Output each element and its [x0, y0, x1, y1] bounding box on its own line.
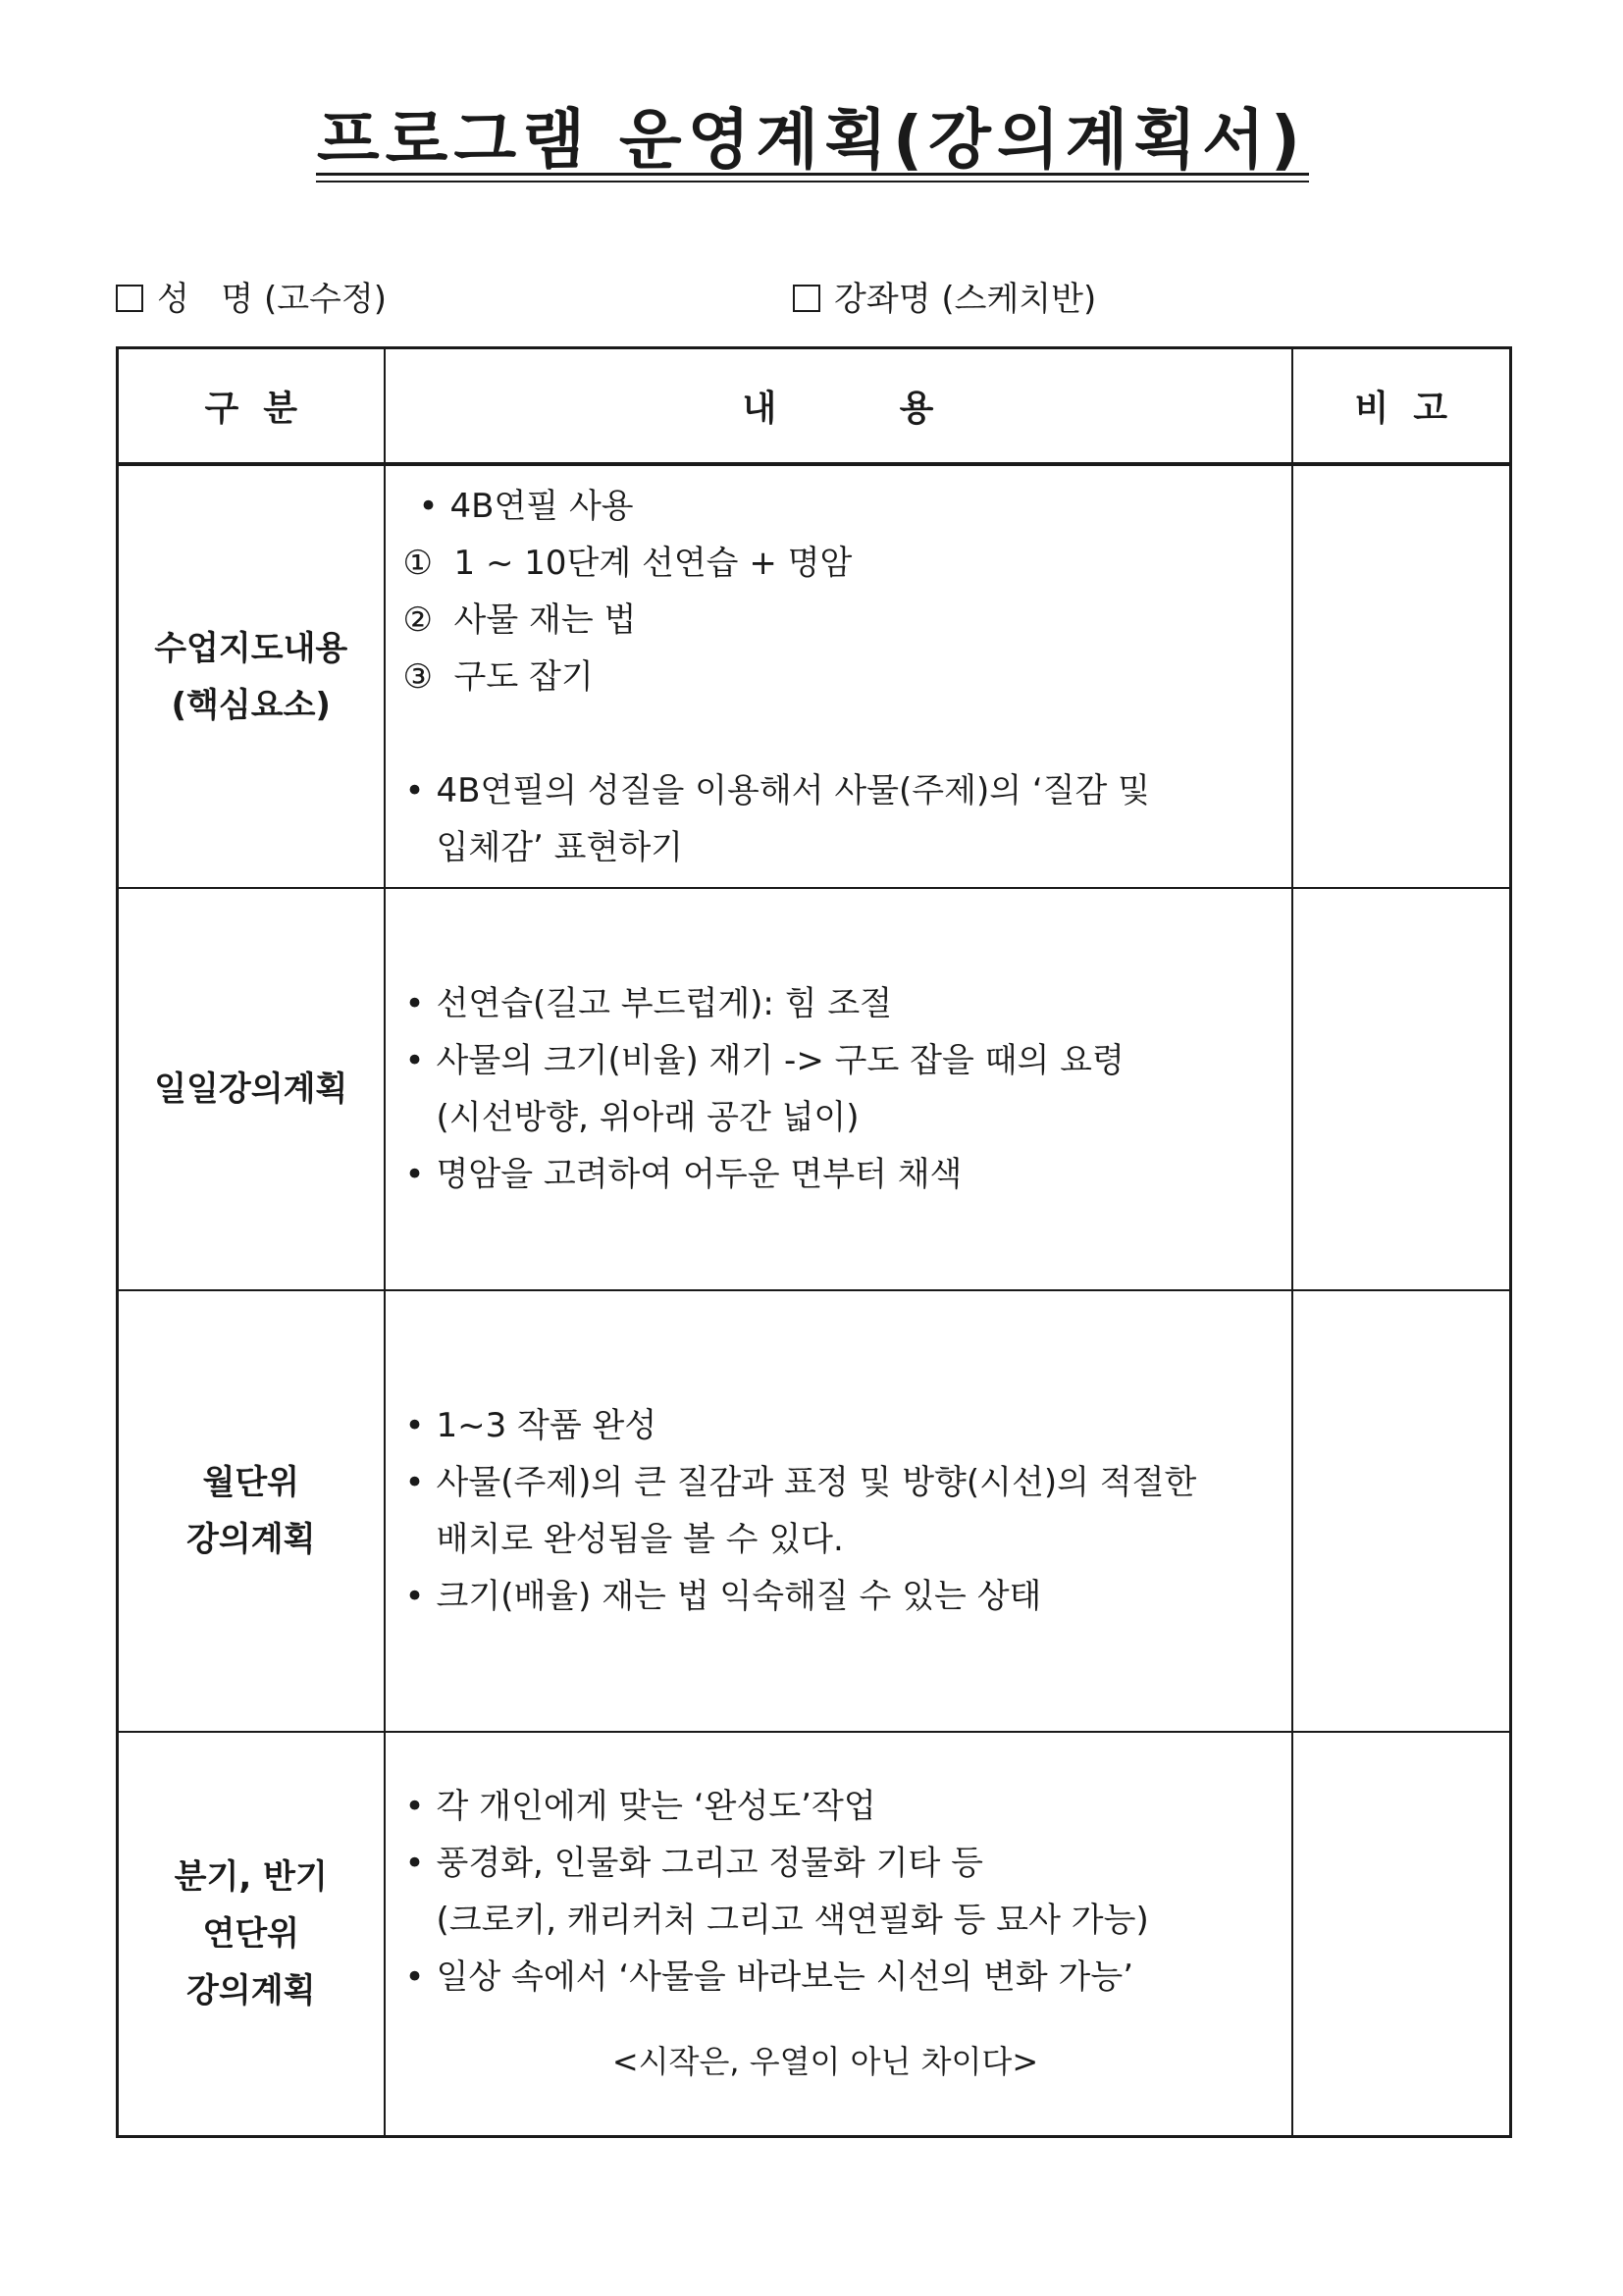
row-category: 분기, 반기 연단위 강의계획 — [118, 1732, 385, 2136]
title-underline — [316, 173, 1309, 176]
name-value: (고수정) — [263, 280, 387, 319]
content-line: • 1~3 작품 완성 — [399, 1397, 1291, 1454]
header-remarks: 비 고 — [1292, 348, 1511, 465]
content-line: (시선방향, 위아래 공간 넓이) — [436, 1098, 860, 1137]
table-row — [118, 464, 1511, 888]
header-category: 구 분 — [118, 348, 385, 465]
row-category: 월단위 강의계획 — [118, 1290, 385, 1732]
bullet-icon: • — [404, 1041, 425, 1080]
row-content — [385, 464, 1292, 888]
content-line: 입체감’ 표현하기 — [436, 827, 684, 867]
table-row — [118, 1732, 1511, 2136]
lecture-plan-table — [116, 346, 1512, 2138]
content-line: (크로키, 캐리커처 그리고 색연필화 등 묘사 가능) — [436, 1900, 1149, 1940]
bullet-icon: • — [404, 1577, 425, 1616]
content-line: 배치로 완성됨을 볼 수 있다. — [436, 1520, 844, 1559]
bullet-icon: • — [404, 770, 425, 810]
row-content — [385, 1732, 1292, 2136]
checkbox-icon — [793, 285, 820, 312]
content-line: • 크기(배율) 재는 법 익숙해질 수 있는 상태 — [399, 1568, 1291, 1625]
bullet-icon: • — [404, 984, 425, 1023]
row-category: 일일강의계획 — [118, 888, 385, 1290]
circled-number: ③ — [402, 656, 433, 697]
row-category: 수업지도내용 (핵심요소) — [118, 464, 385, 888]
bullet-icon: • — [404, 1786, 425, 1826]
name-label: 성 명 — [157, 280, 254, 319]
table-row — [118, 1290, 1511, 1732]
bullet-icon: • — [404, 1957, 425, 1997]
row-remarks — [1292, 1290, 1511, 1732]
bullet-icon: • — [404, 1155, 425, 1194]
bullet-icon: • — [418, 486, 439, 526]
row-content — [385, 888, 1292, 1290]
table-row — [118, 888, 1511, 1290]
instructor-name-field — [116, 275, 387, 324]
content-line: ② 사물 재는 법 — [399, 592, 1291, 649]
bullet-icon: • — [404, 1406, 425, 1445]
content-line: ① 1 ~ 10단계 선연습 + 명암 — [399, 535, 1291, 592]
content-line: ③ 구도 잡기 — [399, 649, 1291, 705]
circled-number: ② — [402, 600, 433, 640]
row-remarks — [1292, 888, 1511, 1290]
course-name-field — [793, 275, 1096, 324]
bullet-icon: • — [404, 1463, 425, 1502]
content-line: • 각 개인에게 맞는 ‘완성도’작업 — [399, 1778, 1291, 1835]
row-content — [385, 1290, 1292, 1732]
content-line: • 4B연필의 성질을 이용해서 사물(주제)의 ‘질감 및 — [399, 762, 1291, 819]
header-content: 내 용 — [385, 348, 1292, 465]
content-line: • 사물의 크기(비율) 재기 -> 구도 잡을 때의 요령 — [399, 1032, 1291, 1089]
checkbox-icon — [116, 285, 143, 312]
closing-motto: <시작은, 우열이 아닌 차이다> — [611, 2042, 1039, 2080]
table-header-row — [118, 348, 1511, 465]
course-value: (스케치반) — [941, 280, 1097, 319]
course-label: 강좌명 — [834, 280, 931, 319]
row-remarks — [1292, 1732, 1511, 2136]
title-underline-double — [316, 181, 1309, 183]
content-line: • 4B연필 사용 — [399, 478, 1291, 535]
content-line: • 일상 속에서 ‘사물을 바라보는 시선의 변화 가능’ — [399, 1949, 1291, 2006]
content-line: • 명암을 고려하여 어두운 면부터 채색 — [399, 1146, 1291, 1203]
content-line: • 선연습(길고 부드럽게): 힘 조절 — [399, 975, 1291, 1032]
document-title: 프로그램 운영계획(강의계획서) — [316, 102, 1307, 178]
content-line: • 사물(주제)의 큰 질감과 표정 및 방향(시선)의 적절한 — [399, 1454, 1291, 1511]
content-line: • 풍경화, 인물화 그리고 정물화 기타 등 — [399, 1835, 1291, 1892]
row-remarks — [1292, 464, 1511, 888]
circled-number: ① — [402, 543, 433, 583]
bullet-icon: • — [404, 1843, 425, 1883]
